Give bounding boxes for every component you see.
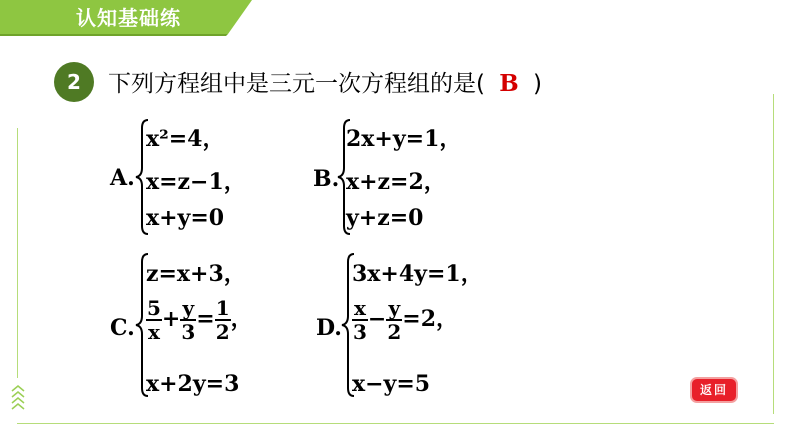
answer-text: B bbox=[499, 70, 519, 97]
option-b-line-3: y+z=0 bbox=[346, 205, 424, 231]
option-b-label: B. bbox=[313, 166, 340, 192]
operator: + bbox=[161, 306, 181, 332]
frame-line-left bbox=[17, 128, 18, 378]
fraction-denominator: 2 bbox=[215, 320, 230, 344]
back-button[interactable]: 返回 bbox=[690, 377, 738, 403]
operator: = bbox=[196, 306, 215, 332]
option-c-line-2 bbox=[146, 298, 253, 342]
punctuation: =2， bbox=[402, 306, 459, 332]
fraction-denominator: 3 bbox=[181, 320, 196, 344]
frame-line-right bbox=[773, 94, 774, 414]
fraction bbox=[386, 298, 402, 342]
fraction-numerator: x bbox=[353, 296, 366, 320]
option-d-line-1: 3x+4y=1， bbox=[352, 261, 483, 287]
question-number-badge: 2 bbox=[54, 62, 94, 102]
fraction-denominator: 2 bbox=[387, 320, 402, 344]
option-b-line-2: x+z=2， bbox=[346, 169, 446, 195]
fraction bbox=[146, 298, 162, 342]
punctuation: ， bbox=[230, 306, 253, 332]
option-a-label: A. bbox=[110, 165, 135, 191]
option-c-label: C. bbox=[110, 315, 135, 341]
option-d-label: D. bbox=[316, 315, 342, 341]
fraction bbox=[215, 298, 231, 342]
option-c-line-3: x+2y=3 bbox=[146, 371, 240, 397]
question-close-paren: ) bbox=[532, 71, 542, 97]
section-title: 认知基础练 bbox=[76, 6, 181, 30]
option-a-line-3: x+y=0 bbox=[146, 205, 225, 231]
option-c-line-1: z=x+3， bbox=[146, 261, 246, 287]
question-stem: 下列方程组中是三元一次方程组的是( bbox=[108, 71, 485, 97]
fraction-numerator: 1 bbox=[215, 296, 230, 320]
fraction-denominator: x bbox=[147, 320, 160, 344]
fraction-numerator: 5 bbox=[147, 296, 161, 320]
frame-line-bottom bbox=[17, 423, 774, 424]
question-text bbox=[108, 68, 542, 100]
option-d-line-3: x−y=5 bbox=[352, 371, 431, 397]
fraction-denominator: 3 bbox=[353, 320, 367, 344]
option-a-line-1: x²=4， bbox=[146, 126, 225, 152]
fraction-numerator: y bbox=[386, 298, 402, 321]
option-d-line-2 bbox=[352, 298, 458, 342]
fraction bbox=[180, 298, 196, 342]
fraction-numerator: y bbox=[180, 298, 196, 321]
fraction bbox=[352, 298, 368, 342]
option-a-line-2: x=z−1， bbox=[146, 169, 246, 195]
chevron-up-icon bbox=[9, 383, 27, 413]
operator: − bbox=[367, 306, 387, 332]
option-b-line-1: 2x+y=1， bbox=[346, 126, 462, 152]
